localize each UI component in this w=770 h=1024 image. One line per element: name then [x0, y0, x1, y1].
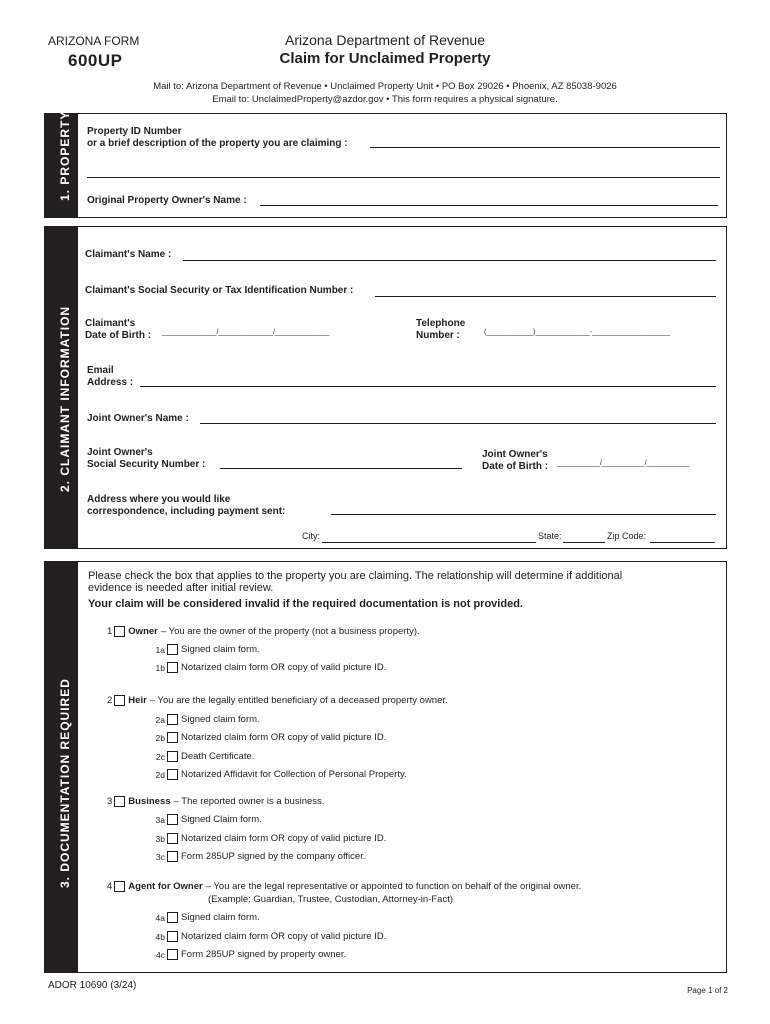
item-2b: 2b Notarized claim form OR copy of valid picture ID. [155, 732, 387, 743]
mail-line: Mail to: Arizona Department of Revenue • Unclaimed Property Unit • PO Box 29026 • Phoenix, AZ 85038-9026 [153, 81, 617, 92]
phone-field[interactable]: (____________)______________-____________________ [484, 329, 671, 336]
ssn-field[interactable] [375, 296, 716, 297]
city-field[interactable] [322, 542, 536, 543]
checkbox-1a[interactable] [167, 644, 178, 655]
owner-checkbox[interactable] [114, 626, 125, 637]
form-code: ADOR 10690 (3/24) [48, 980, 137, 991]
agency-name: Arizona Department of Revenue [285, 32, 485, 48]
option-business: 3 Business – The reported owner is a business. [107, 796, 325, 807]
checkbox-2b[interactable] [167, 732, 178, 743]
checkbox-2d[interactable] [167, 769, 178, 780]
email-label: Email Address : [87, 365, 134, 388]
section-sidebar [45, 562, 78, 972]
item-3b: 3b Notarized claim form OR copy of valid picture ID. [155, 833, 387, 844]
agent-example-note: (Example: Guardian, Trustee, Custodian, Attorney-in-Fact) [208, 894, 453, 905]
checkbox-4b[interactable] [167, 931, 178, 942]
item-4b: 4b Notarized claim form OR copy of valid picture ID. [155, 931, 387, 942]
checkbox-4c[interactable] [167, 949, 178, 960]
section-sidebar [45, 227, 78, 548]
item-2d: 2d Notarized Affidavit for Collection of Personal Property. [155, 769, 407, 780]
item-1b: 1b Notarized claim form OR copy of valid picture ID. [155, 662, 387, 673]
option-heir: 2 Heir – You are the legally entitled beneficiary of a deceased property owner. [107, 695, 448, 706]
joint-owner-name-label: Joint Owner's Name : [87, 413, 189, 424]
state-field[interactable] [563, 542, 605, 543]
dob-label: Claimant's Date of Birth : [85, 318, 152, 341]
agent-checkbox[interactable] [114, 881, 125, 892]
option-owner: 1 Owner – You are the owner of the property (not a business property). [107, 626, 420, 637]
checkbox-2c[interactable] [167, 751, 178, 762]
zip-field[interactable] [650, 542, 715, 543]
page-number: Page 1 of 2 [687, 986, 728, 995]
mailing-address-label: Address where you would like correspondence, including payment sent: [87, 494, 286, 517]
property-desc-field[interactable] [87, 177, 720, 178]
property-id-field[interactable] [370, 147, 720, 148]
item-2a: 2a Signed claim form. [155, 714, 260, 725]
owner-name-field[interactable] [260, 205, 718, 206]
section-sidebar [45, 110, 78, 217]
item-2c: 2c Death Certificate. [156, 751, 255, 762]
dob-field[interactable]: ______________/______________/______________ [162, 329, 330, 336]
claimant-name-label: Claimant's Name : [85, 249, 172, 260]
form-number: 600UP [68, 51, 123, 70]
checkbox-1b[interactable] [167, 662, 178, 673]
joint-ssn-field[interactable] [220, 468, 462, 469]
owner-name-label: Original Property Owner's Name : [87, 195, 247, 206]
instructions: Please check the box that applies to the property you are claiming. The relationship will determine if additional evidence is needed after initial review. [88, 570, 623, 594]
item-3c: 3c Form 285UP signed by the company officer. [156, 851, 366, 862]
property-id-label: Property ID Number or a brief description of the property you are claiming : [87, 126, 348, 149]
checkbox-4a[interactable] [167, 912, 178, 923]
checkbox-3a[interactable] [167, 814, 178, 825]
option-agent: 4 Agent for Owner – You are the legal representative or appointed to function on behalf of the original owner. [107, 881, 582, 892]
claimant-name-field[interactable] [183, 260, 716, 261]
business-checkbox[interactable] [114, 796, 125, 807]
section-title: 1. PROPERTY [58, 110, 72, 201]
ssn-label: Claimant's Social Security or Tax Identification Number : [85, 285, 354, 296]
section-documentation [44, 561, 727, 973]
phone-label: Telephone Number : [416, 318, 466, 341]
email-line: Email to: UnclaimedProperty@azdor.gov • This form requires a physical signature. [212, 94, 558, 105]
section-title: 2. CLAIMANT INFORMATION [58, 305, 72, 492]
warning-text: Your claim will be considered invalid if the required documentation is not provided. [88, 598, 523, 610]
item-1a: 1a Signed claim form. [155, 644, 260, 655]
checkbox-3b[interactable] [167, 833, 178, 844]
checkbox-3c[interactable] [167, 851, 178, 862]
state-label: State: [538, 531, 562, 541]
city-label: City: [302, 531, 320, 541]
section-title: 3. DOCUMENTATION REQUIRED [58, 678, 72, 888]
zip-label: Zip Code: [607, 531, 647, 541]
email-field[interactable] [140, 386, 716, 387]
item-4c: 4c Form 285UP signed by property owner. [156, 949, 347, 960]
form-label: ARIZONA FORM [48, 34, 140, 48]
joint-ssn-label: Joint Owner's Social Security Number : [87, 447, 206, 470]
section-property [44, 110, 727, 218]
mailing-address-field[interactable] [331, 514, 716, 515]
joint-dob-field[interactable]: ___________/___________/___________ [557, 460, 690, 467]
item-3a: 3a Signed Claim form. [155, 814, 262, 825]
section-claimant [44, 226, 727, 549]
heir-checkbox[interactable] [114, 695, 125, 706]
checkbox-2a[interactable] [167, 714, 178, 725]
joint-owner-name-field[interactable] [200, 423, 716, 424]
mail-instructions [0, 80, 770, 106]
item-4a: 4a Signed claim form. [155, 912, 260, 923]
page-title: Claim for Unclaimed Property [279, 50, 491, 67]
joint-dob-label: Joint Owner's Date of Birth : [482, 449, 549, 472]
